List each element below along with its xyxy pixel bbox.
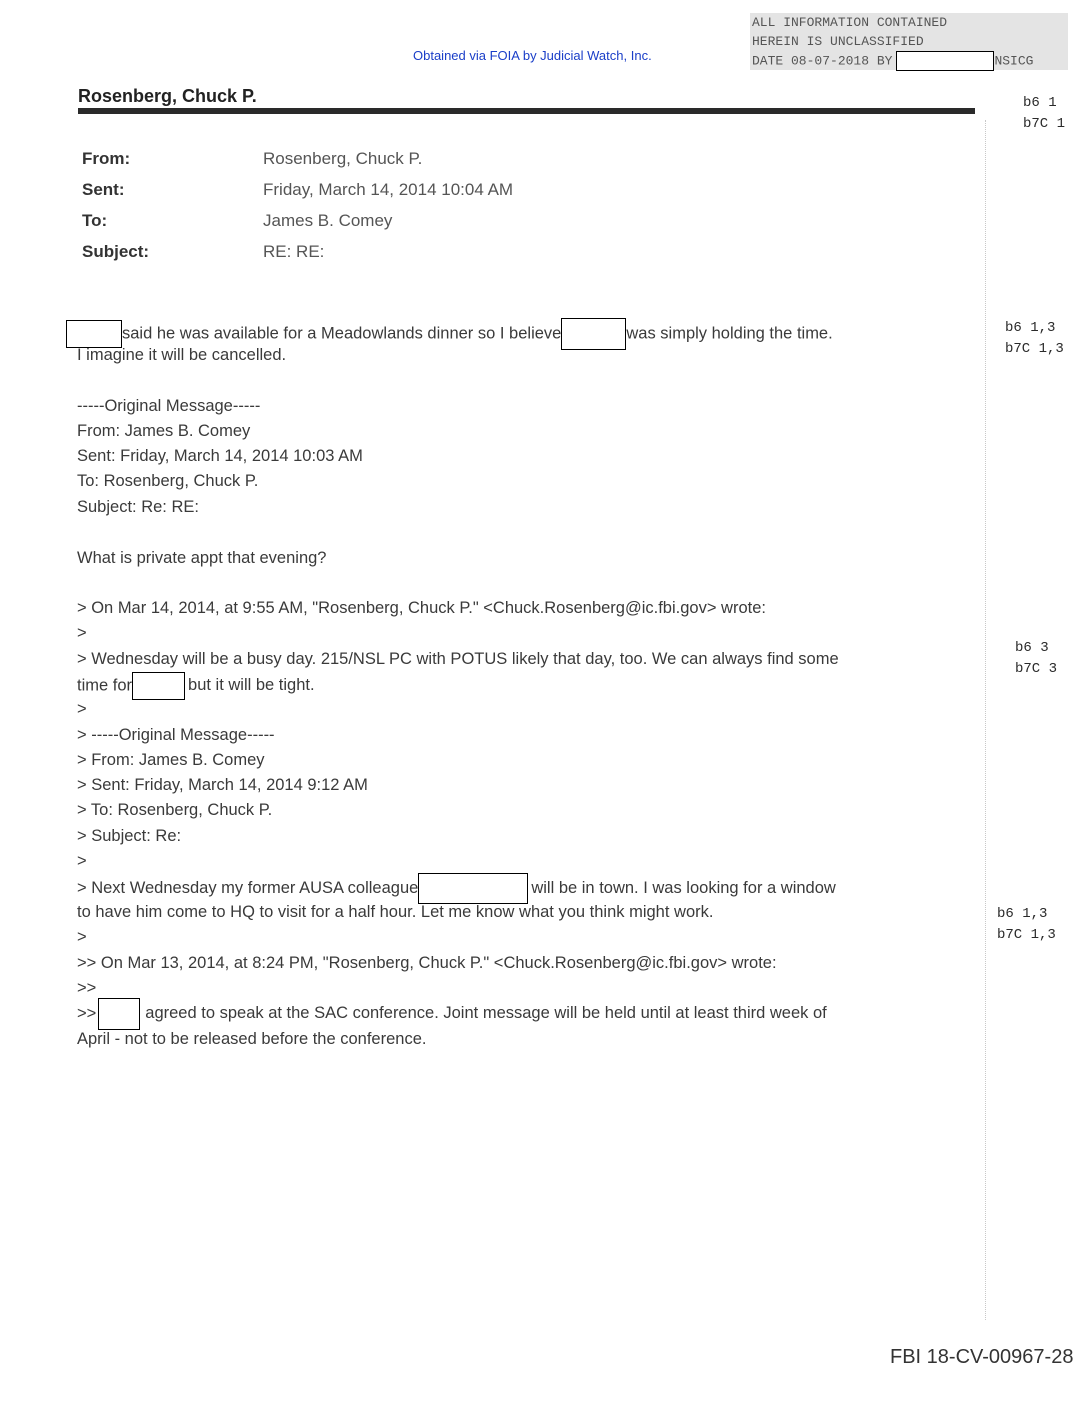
exemption-code: b7C 1 xyxy=(1023,116,1066,132)
stamp-line-3 xyxy=(750,51,1068,71)
body-line: > Wednesday will be a busy day. 215/NSL PC with POTUS likely that day, too. We can always find some xyxy=(77,650,839,668)
declassification-stamp xyxy=(750,13,1068,70)
bates-number: FBI 18-CV-00967-28 xyxy=(890,1346,1074,1368)
to-label: To: xyxy=(82,211,108,230)
body-line: >> On Mar 13, 2014, at 8:24 PM, "Rosenberg, Chuck P." <Chuck.Rosenberg@ic.fbi.gov> wrote: xyxy=(77,954,777,972)
exemption-codes-para2 xyxy=(1015,638,1057,680)
body-line: > To: Rosenberg, Chuck P. xyxy=(77,801,273,819)
redaction-box xyxy=(98,998,140,1030)
redaction-box xyxy=(561,318,626,350)
body-line: > -----Original Message----- xyxy=(77,726,275,744)
exemption-codes-para3 xyxy=(997,904,1056,946)
body-line: >> xyxy=(77,979,97,997)
exemption-code: b6 1,3 xyxy=(997,906,1048,922)
body-line: > Next Wednesday my former AUSA colleague will be in town. I was looking for a window xyxy=(77,873,836,904)
body-line: From: James B. Comey xyxy=(77,422,251,440)
stamp-line-1: ALL INFORMATION CONTAINED xyxy=(752,15,948,30)
from-value: Rosenberg, Chuck P. xyxy=(263,149,423,168)
exemption-code: b6 1 xyxy=(1023,95,1057,111)
exemption-code: b7C 3 xyxy=(1015,661,1058,677)
exemption-codes-para1 xyxy=(1005,318,1064,360)
foia-banner: Obtained via FOIA by Judicial Watch, Inc. xyxy=(413,48,652,63)
stamp-date: DATE 08-07-2018 BY xyxy=(752,53,893,69)
title-rule xyxy=(78,108,975,114)
body-line: > Sent: Friday, March 14, 2014 9:12 AM xyxy=(77,776,368,794)
body-line: > xyxy=(77,852,87,870)
redaction-box xyxy=(66,320,122,348)
body-line: Subject: Re: RE: xyxy=(77,498,199,516)
document-title: Rosenberg, Chuck P. xyxy=(78,86,257,106)
margin-divider xyxy=(985,120,986,1320)
body-line: > xyxy=(77,928,87,946)
sent-label: Sent: xyxy=(82,180,125,199)
to-value: James B. Comey xyxy=(263,211,393,230)
sent-value: Friday, March 14, 2014 10:04 AM xyxy=(263,180,514,199)
body-line: to have him come to HQ to visit for a half hour. Let me know what you think might work. xyxy=(77,903,714,921)
exemption-codes-top xyxy=(1023,93,1065,135)
body-line: > On Mar 14, 2014, at 9:55 AM, "Rosenberg, Chuck P." <Chuck.Rosenberg@ic.fbi.gov> wrote: xyxy=(77,599,766,617)
body-line: > xyxy=(77,700,87,718)
body-line: -----Original Message----- xyxy=(77,397,261,415)
exemption-code: b6 1,3 xyxy=(1005,320,1056,336)
exemption-code: b7C 1,3 xyxy=(1005,341,1064,357)
from-label: From: xyxy=(82,149,131,168)
redaction-box xyxy=(896,51,994,71)
exemption-code: b7C 1,3 xyxy=(997,927,1056,943)
stamp-line-2: HEREIN IS UNCLASSIFIED xyxy=(752,33,924,49)
redaction-box xyxy=(132,672,185,700)
body-line: > From: James B. Comey xyxy=(77,751,265,769)
body-line: Sent: Friday, March 14, 2014 10:03 AM xyxy=(77,447,363,465)
exemption-code: b6 3 xyxy=(1015,640,1049,656)
body-line: time for but it will be tight. xyxy=(77,672,315,700)
stamp-office: NSICG xyxy=(994,53,1034,69)
body-line: >> agreed to speak at the SAC conference. Joint message will be held until at least third week of xyxy=(77,998,827,1030)
body-line: said he was available for a Meadowlands dinner so I believe was simply holding the time. xyxy=(66,318,833,350)
body-line: > xyxy=(77,624,87,642)
subject-value: RE: RE: xyxy=(263,242,325,261)
subject-label: Subject: xyxy=(82,242,150,261)
body-line: > Subject: Re: xyxy=(77,827,182,845)
redaction-box xyxy=(418,873,528,904)
body-line: I imagine it will be cancelled. xyxy=(77,346,287,364)
body-line: April - not to be released before the conference. xyxy=(77,1030,427,1048)
body-line: What is private appt that evening? xyxy=(77,549,327,567)
body-line: To: Rosenberg, Chuck P. xyxy=(77,472,259,490)
